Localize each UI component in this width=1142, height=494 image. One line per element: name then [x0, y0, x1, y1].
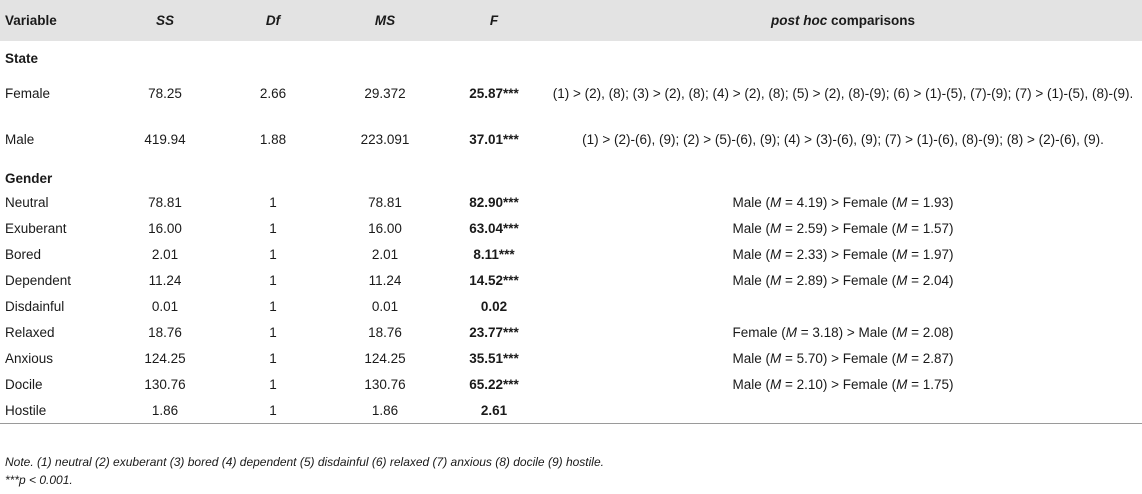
- cell-ss: 78.81: [148, 194, 182, 210]
- header-row: [0, 0, 1142, 41]
- cell-df: 1: [269, 272, 277, 288]
- post-hoc-text: Female (: [732, 324, 786, 340]
- header-post-hoc-rest: comparisons: [827, 13, 916, 28]
- post-hoc-text: Male (: [732, 272, 771, 288]
- cell-variable: Disdainful: [5, 298, 65, 314]
- section-row: [0, 161, 1142, 189]
- cell-df: 1: [220, 397, 326, 424]
- cell-post-hoc: [544, 215, 1142, 241]
- cell-ms: 78.81: [368, 194, 402, 210]
- cell-f: 23.77***: [469, 324, 519, 340]
- cell-ss: 0.01: [151, 298, 179, 314]
- table-row: [0, 115, 1142, 161]
- cell-df: 1: [269, 350, 277, 366]
- table-row: [0, 319, 1142, 345]
- cell-ms: 223.091: [360, 131, 410, 147]
- post-hoc-text: = 2.59) > Female (: [781, 220, 897, 236]
- cell-variable: Docile: [5, 376, 43, 392]
- cell-f: 63.04***: [469, 220, 519, 236]
- section-gender-label: Gender: [5, 170, 53, 186]
- cell-ms: 11.24: [368, 272, 402, 288]
- cell-post-hoc: [544, 345, 1142, 371]
- table-row: [0, 189, 1142, 215]
- cell-ss: 18.76: [148, 324, 182, 340]
- significance-note: ***p < 0.001.: [5, 473, 73, 487]
- table-row: [0, 371, 1142, 397]
- post-hoc-text: = 1.75): [907, 376, 954, 392]
- post-hoc-text: = 4.19) > Female (: [781, 194, 897, 210]
- table-row: [0, 69, 1142, 115]
- header-ss: SS: [155, 13, 174, 28]
- cell-df: 1: [269, 324, 277, 340]
- cell-ss: 130.76: [144, 376, 186, 392]
- post-hoc-text: = 2.10) > Female (: [781, 376, 897, 392]
- cell-ss: 124.25: [144, 350, 186, 366]
- header-variable: Variable: [5, 13, 57, 28]
- gender-rows: [0, 189, 1142, 424]
- cell-f: 25.87***: [469, 85, 519, 101]
- cell-f: 8.11***: [473, 246, 515, 262]
- cell-df: 2.66: [259, 85, 287, 101]
- table-row: [0, 293, 1142, 319]
- cell-f: 14.52***: [469, 272, 519, 288]
- cell-variable: Exuberant: [5, 220, 67, 236]
- cell-variable: Hostile: [0, 397, 110, 424]
- header-f: F: [489, 13, 499, 28]
- table-row: [0, 215, 1142, 241]
- cell-ms: 16.00: [368, 220, 402, 236]
- cell-ms: 1.86: [326, 397, 444, 424]
- cell-ms: 130.76: [364, 376, 406, 392]
- cell-df: 1: [269, 298, 277, 314]
- cell-f: 0.02: [480, 298, 508, 314]
- cell-post-hoc: [544, 397, 1142, 424]
- cell-df: 1: [269, 376, 277, 392]
- post-hoc-text: Male (: [732, 194, 771, 210]
- cell-post-hoc: [544, 293, 1142, 319]
- post-hoc-mean-symbol: M: [896, 350, 908, 366]
- table-notes: [5, 453, 604, 489]
- post-hoc-text: = 2.08): [907, 324, 954, 340]
- post-hoc-mean-symbol: M: [896, 324, 908, 340]
- cell-f: 37.01***: [469, 131, 519, 147]
- post-hoc-text: = 1.93): [907, 194, 954, 210]
- post-hoc-text: = 1.57): [907, 220, 954, 236]
- header-ms: MS: [374, 13, 396, 28]
- post-hoc-text: = 1.97): [907, 246, 954, 262]
- header-post-hoc: [544, 0, 1142, 41]
- post-hoc-text: Male (: [732, 350, 771, 366]
- cell-f: 35.51***: [469, 350, 519, 366]
- cell-variable: Bored: [5, 246, 42, 262]
- cell-ms: 29.372: [364, 85, 406, 101]
- cell-f: 2.61: [444, 397, 544, 424]
- post-hoc-text: Male (: [732, 246, 771, 262]
- post-hoc-text: = 2.33) > Female (: [781, 246, 897, 262]
- cell-post-hoc: (1) > (2), (8); (3) > (2), (8); (4) > (2), (8); (5) > (2), (8)-(9); (6) > (1)-(5), (7)-(9); (7) > (1)-(5), (8)-(9).: [552, 85, 1134, 101]
- header-df: Df: [265, 13, 281, 28]
- cell-post-hoc: [544, 319, 1142, 345]
- table-row: [0, 345, 1142, 371]
- post-hoc-text: Male (: [732, 220, 771, 236]
- post-hoc-mean-symbol: M: [896, 194, 908, 210]
- post-hoc-text: = 3.18) > Male (: [797, 324, 897, 340]
- post-hoc-mean-symbol: M: [770, 246, 782, 262]
- cell-variable: Male: [5, 131, 35, 147]
- table-row: [0, 241, 1142, 267]
- cell-post-hoc: (1) > (2)-(6), (9); (2) > (5)-(6), (9); (4) > (3)-(6), (9); (7) > (1)-(6), (8)-(9); (8) > (2)-(6), (9).: [582, 131, 1104, 147]
- post-hoc-mean-symbol: M: [770, 350, 782, 366]
- cell-df: 1: [269, 194, 277, 210]
- table-row: [0, 397, 1142, 424]
- table-row: [0, 267, 1142, 293]
- cell-df: 1: [269, 246, 277, 262]
- cell-post-hoc: [544, 267, 1142, 293]
- cell-f: 65.22***: [469, 376, 519, 392]
- post-hoc-mean-symbol: M: [896, 376, 908, 392]
- section-state-label: State: [5, 50, 39, 66]
- post-hoc-text: = 2.89) > Female (: [781, 272, 897, 288]
- cell-ms: 124.25: [364, 350, 406, 366]
- cell-variable: Relaxed: [5, 324, 55, 340]
- section-row: [0, 41, 1142, 69]
- post-hoc-mean-symbol: M: [896, 246, 908, 262]
- cell-post-hoc: [544, 189, 1142, 215]
- post-hoc-mean-symbol: M: [770, 220, 782, 236]
- cell-df: 1.88: [259, 131, 287, 147]
- post-hoc-text: = 5.70) > Female (: [781, 350, 897, 366]
- cell-ss: 78.25: [148, 85, 182, 101]
- cell-ss: 2.01: [151, 246, 179, 262]
- cell-ss: 16.00: [148, 220, 182, 236]
- post-hoc-mean-symbol: M: [770, 194, 782, 210]
- post-hoc-text: Male (: [732, 376, 771, 392]
- cell-f: 82.90***: [469, 194, 519, 210]
- post-hoc-mean-symbol: M: [770, 272, 782, 288]
- post-hoc-mean-symbol: M: [785, 324, 798, 340]
- cell-ss: 1.86: [110, 397, 220, 424]
- cell-ss: 11.24: [148, 272, 182, 288]
- post-hoc-mean-symbol: M: [896, 220, 908, 236]
- post-hoc-mean-symbol: M: [770, 376, 782, 392]
- header-post-hoc-italic: post hoc: [770, 13, 828, 28]
- cell-variable: Dependent: [5, 272, 72, 288]
- post-hoc-mean-symbol: M: [896, 272, 908, 288]
- cell-ms: 18.76: [368, 324, 402, 340]
- cell-ms: 2.01: [371, 246, 399, 262]
- post-hoc-text: = 2.87): [907, 350, 954, 366]
- cell-post-hoc: [544, 241, 1142, 267]
- note-text: Note. (1) neutral (2) exuberant (3) bored (4) dependent (5) disdainful (6) relaxed (7) anxious (8) docile (9) hostile.: [5, 455, 604, 469]
- cell-df: 1: [269, 220, 277, 236]
- post-hoc-text: = 2.04): [907, 272, 954, 288]
- cell-variable: Female: [5, 85, 51, 101]
- cell-variable: Anxious: [5, 350, 54, 366]
- cell-ms: 0.01: [371, 298, 399, 314]
- cell-ss: 419.94: [144, 131, 186, 147]
- cell-variable: Neutral: [5, 194, 49, 210]
- cell-post-hoc: [544, 371, 1142, 397]
